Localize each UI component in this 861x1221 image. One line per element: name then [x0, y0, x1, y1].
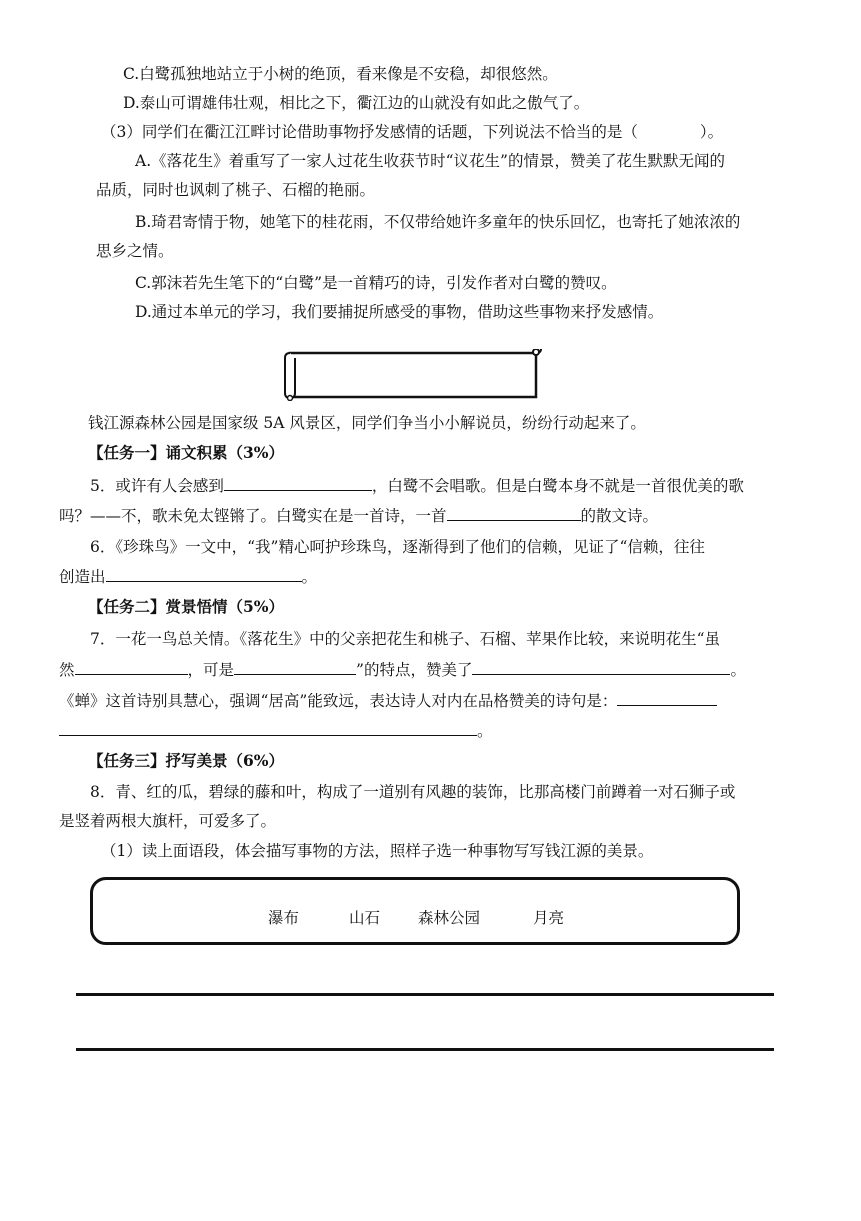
q7-line1: 7．一花一鸟总关情。《落花生》中的父亲把花生和桃子、石榴、苹果作比较，来说明花生“虽 — [90, 630, 721, 648]
q5-blank-1[interactable] — [224, 475, 372, 491]
q5-text-b: ，白鹭不会唱歌。但是白鹭本身不就是一首很优美的歌 — [371, 477, 744, 495]
choice-box — [90, 877, 740, 945]
task1-heading: 【任务一】诵文积累（3%） — [88, 443, 285, 462]
q7-line4 — [59, 720, 493, 741]
q8-line1: 8．青、红的瓜，碧绿的藤和叶，构成了一道别有风趣的装饰，比那高楼门前蹲着一对石狮子或 — [90, 783, 736, 801]
q8-sub1: （1）读上面语段，体会描写事物的方法，照样子选一种事物写写钱江源的美景。 — [101, 842, 654, 860]
q7-text-f: 《蝉》这首诗别具慧心，强调“居高”能致远，表达诗人对内在品格赞美的诗句是： — [59, 692, 618, 710]
q7-text-g: 。 — [477, 722, 493, 740]
scroll-banner-icon — [284, 349, 542, 401]
q7-blank-3[interactable] — [472, 659, 730, 675]
q6-line1: 6．《珍珠鸟》一文中，“我”精心呵护珍珠鸟，逐渐得到了他们的信赖，见证了“信赖，往往 — [90, 538, 705, 556]
q5-blank-2[interactable] — [447, 505, 581, 521]
q4-sub3-option-d: D.通过本单元的学习，我们要捕捉所感受的事物，借助这些事物来抒发感情。 — [135, 303, 664, 321]
q4-sub3-stem-text: （3）同学们在衢江江畔讨论借助事物抒发感情的话题，下列说法不恰当的是（ — [101, 123, 638, 141]
q4-sub3-option-a-line1: A.《落花生》着重写了一家人过花生收获节时“议花生”的情景，赞美了花生默默无闻的 — [135, 152, 725, 170]
q5-text-c: 吗？——不，歌未免太铿锵了。白鹭实在是一首诗，一首 — [59, 507, 447, 525]
q5-text-d: 的散文诗。 — [580, 507, 659, 525]
choice-waterfall[interactable]: 瀑布 — [268, 909, 300, 927]
q4-sub3-option-b-line1: B.琦君寄情于物，她笔下的桂花雨，不仅带给她许多童年的快乐回忆，也寄托了她浓浓的 — [135, 213, 741, 231]
q7-blank-2[interactable] — [234, 659, 356, 675]
q4-sub3-stem-end: ）。 — [699, 123, 724, 141]
intro-text: 钱江源森林公园是国家级 5A 风景区，同学们争当小小解说员，纷纷行动起来了。 — [88, 414, 646, 432]
choice-moon[interactable]: 月亮 — [533, 909, 565, 927]
q7-text-e: 。 — [730, 661, 746, 679]
choice-rocks[interactable]: 山石 — [349, 909, 381, 927]
q5-line1 — [90, 475, 744, 496]
q7-blank-4b[interactable] — [59, 720, 477, 736]
q5-line2 — [59, 505, 658, 526]
q4-sub3-option-c: C.郭沫若先生笔下的“白鹭”是一首精巧的诗，引发作者对白鹭的赞叹。 — [135, 274, 617, 292]
q7-text-c: ，可是 — [187, 661, 235, 679]
q4-sub3-option-b-line2: 思乡之情。 — [96, 242, 174, 260]
q6-line2 — [59, 566, 317, 587]
task2-heading: 【任务二】赏景悟情（5%） — [88, 597, 285, 616]
q6-text-b: 创造出 — [59, 568, 106, 586]
q6-text-c: 。 — [301, 568, 318, 586]
q7-blank-4a[interactable] — [617, 690, 717, 706]
q4-option-c: C.白鹭孤独地站立于小树的绝顶，看来像是不安稳，却很悠然。 — [123, 65, 558, 83]
task3-heading: 【任务三】抒写美景（6%） — [88, 751, 285, 770]
q5-text-a: 5．或许有人会感到 — [90, 477, 224, 495]
q4-option-d: D.泰山可谓雄伟壮观，相比之下，衢江边的山就没有如此之傲气了。 — [123, 94, 590, 112]
q4-sub3-stem — [101, 122, 723, 142]
q7-blank-1[interactable] — [75, 659, 188, 675]
q7-text-b: 然 — [59, 661, 75, 679]
q6-blank[interactable] — [106, 566, 302, 582]
q7-text-d: ”的特点，赞美了 — [356, 661, 473, 679]
q7-line2 — [59, 659, 746, 680]
q8-line2: 是竖着两根大旗杆，可爱多了。 — [59, 812, 277, 830]
answer-line-1[interactable] — [76, 993, 774, 996]
q7-line3 — [59, 690, 717, 711]
choice-forest-park[interactable]: 森林公园 — [418, 909, 481, 927]
q4-sub3-option-a-line2: 品质，同时也讽刺了桃子、石榴的艳丽。 — [96, 181, 376, 199]
answer-line-2[interactable] — [76, 1048, 774, 1051]
